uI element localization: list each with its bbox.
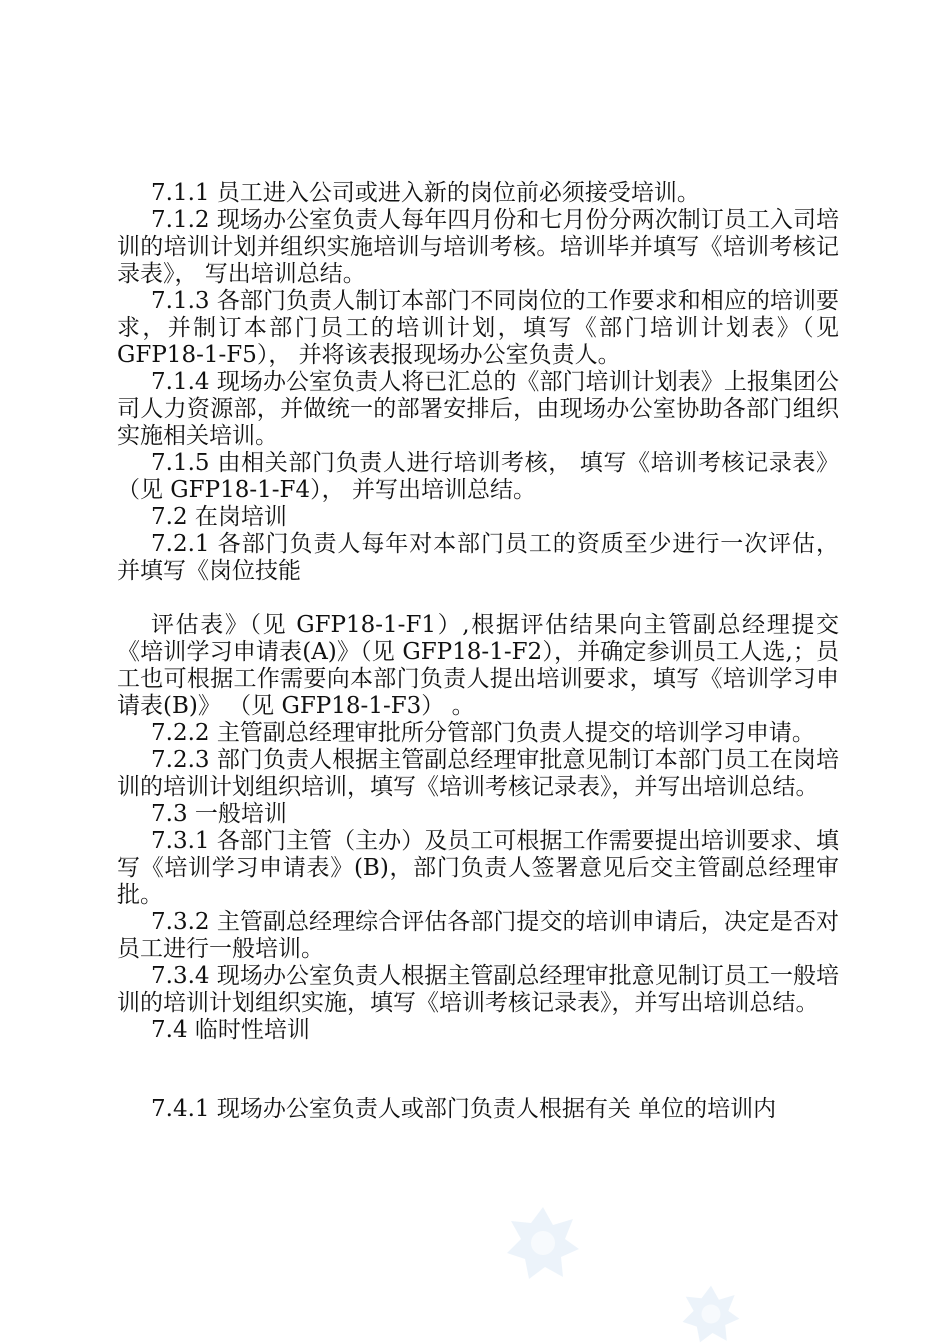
paragraph-7-2-3: 7.2.3 部门负责人根据主管副总经理审批意见制订本部门员工在岗培训的培训计划组织培训，填写《培训考核记录表》，并写出培训总结。	[117, 747, 839, 800]
paragraph-7-2-1-continued: 评估表》（见 GFP18-1-F1）,根据评估结果向主管副总经理提交《培训学习申请表(A)》（见 GFP18-1-F2），并确定参训员工人选,；员工也可根据工作需要向本部门负责人提出培训要求，填写《培训学习申请表(B)》 （见 GFP18-1-F3） 。	[117, 612, 839, 719]
paragraph-7-3-1: 7.3.1 各部门主管（主办）及员工可根据工作需要提出培训要求、填写《培训学习申请表》(B)，部门负责人签署意见后交主管副总经理审批。	[117, 828, 839, 908]
document-body	[117, 180, 839, 1123]
blank-line	[117, 585, 839, 612]
paragraph-7-2-1: 7.2.1 各部门负责人每年对本部门员工的资质至少进行一次评估， 并填写《岗位技能	[117, 531, 839, 584]
snowflake-watermark-icon	[505, 1205, 581, 1281]
paragraph-7-1-1: 7.1.1 员工进入公司或进入新的岗位前必须接受培训。	[151, 180, 700, 206]
blank-line	[117, 1044, 839, 1071]
snowflake-watermark-icon	[678, 1284, 744, 1344]
paragraph-7-1-4: 7.1.4 现场办公室负责人将已汇总的《部门培训计划表》上报集团公司人力资源部，并做统一的部署安排后，由现场办公室协助各部门组织实施相关培训。	[117, 369, 839, 449]
paragraph-7-3-2: 7.3.2 主管副总经理综合评估各部门提交的培训申请后，决定是否对员工进行一般培训。	[117, 909, 839, 962]
blank-line	[117, 1071, 839, 1096]
paragraph-7-2-2: 7.2.2 主管副总经理审批所分管部门负责人提交的培训学习申请。	[151, 720, 815, 746]
paragraph-7-4-1: 7.4.1 现场办公室负责人或部门负责人根据有关 单位的培训内	[151, 1096, 777, 1122]
paragraph-7-1-2: 7.1.2 现场办公室负责人每年四月份和七月份分两次制订员工入司培训的培训计划并组织实施培训与培训考核。培训毕并填写《培训考核记录表》， 写出培训总结。	[117, 207, 839, 287]
heading-7-4: 7.4 临时性培训	[151, 1017, 310, 1043]
heading-7-2: 7.2 在岗培训	[151, 504, 287, 530]
paragraph-7-1-3: 7.1.3 各部门负责人制订本部门不同岗位的工作要求和相应的培训要求，并制订本部门员工的培训计划，填写《部门培训计划表》（见 GFP18-1-F5）， 并将该表报现场办公室负责人。	[117, 288, 839, 368]
paragraph-7-3-4: 7.3.4 现场办公室负责人根据主管副总经理审批意见制订员工一般培训的培训计划组织实施，填写《培训考核记录表》，并写出培训总结。	[117, 963, 839, 1016]
heading-7-3: 7.3 一般培训	[151, 801, 287, 827]
paragraph-7-1-5: 7.1.5 由相关部门负责人进行培训考核， 填写《培训考核记录表》（见 GFP18-1-F4）， 并写出培训总结。	[117, 450, 839, 503]
